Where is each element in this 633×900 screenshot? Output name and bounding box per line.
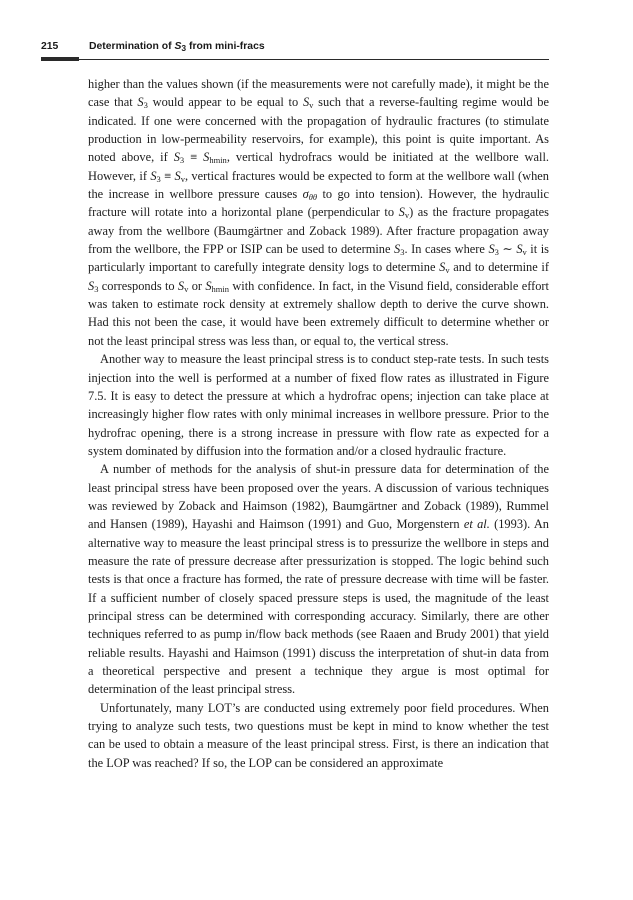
subscript: 3	[179, 155, 185, 166]
italic-term: S	[177, 278, 185, 293]
italic-term: σ	[302, 187, 309, 202]
subscript: v	[522, 247, 527, 258]
paragraph	[88, 460, 549, 698]
text-run: ) as the fracture propagates away from the wellbore (Baumgärtner and Zoback 1989). After fracture propagation away from the wellbore, the FPP or ISIP can be used to determine	[88, 205, 550, 257]
chapter-title-subscript: 3	[181, 43, 187, 53]
text-run: or	[188, 278, 206, 293]
text-run: Another way to measure the least principal stress is to conduct step-rate tests. In such tests injection into the well is performed at a number of fixed flow rates as illustrated in Figure 7.5. It is easy to detect the pressure at which a hydrofrac opens; injection can take place at increasingly higher flow rates with only minimal increases in wellbore pressure. Prior to the hydrofrac opening, there is a strong increase in pressure with flow rate as expected for a system dominated by diffusion into the formation and/or a closed hydraulic fracture.	[88, 352, 549, 458]
subscript: v	[184, 283, 189, 294]
subscript: 3	[400, 247, 405, 258]
italic-term: S	[439, 260, 446, 275]
italic-term: S	[516, 242, 523, 257]
italic-term: S	[173, 150, 180, 165]
italic-term: S	[488, 242, 495, 257]
running-head	[41, 39, 549, 57]
text-run: higher than the values shown (if the measurements were not carefully made), it might be the case that	[88, 77, 549, 110]
subscript: 3	[494, 247, 499, 258]
italic-term: S	[394, 242, 401, 257]
text-run: corresponds to	[98, 278, 178, 293]
text-run: . In cases where	[404, 242, 489, 257]
italic-term: S	[150, 168, 157, 183]
text-run: ∼	[498, 242, 517, 257]
paragraph	[88, 350, 549, 460]
italic-term: S	[174, 168, 181, 183]
subscript: θθ	[308, 192, 318, 203]
text-run: it is particularly important to carefully integrate density logs to determine	[88, 242, 549, 275]
italic-term: S	[88, 278, 95, 293]
header-rule	[79, 59, 549, 60]
text-run: , vertical fractures would be expected to form at the wellbore wall (when the increase in wellbore pressure causes	[88, 168, 550, 202]
italic-term: S	[137, 95, 144, 110]
italic-term: S	[398, 205, 405, 220]
page-number: 215	[41, 41, 59, 52]
text-run: and to determine if	[449, 260, 549, 275]
subscript: hmin	[209, 155, 227, 166]
text-run: Unfortunately, many LOT’s are conducted using extremely poor field procedures. When trying to analyze such tests, two questions must be kept in mind to know whether the test can be used to obtain a measure of the least principal stress. First, is there an indication that the LOP was reached? If so, the LOP can be considered an approximate	[88, 700, 549, 770]
paragraph	[88, 699, 549, 772]
chapter-title-suffix: from mini-fracs	[186, 41, 265, 52]
chapter-title-variable: S	[174, 41, 182, 52]
body-text	[88, 75, 549, 772]
text-run: ≡	[160, 168, 175, 183]
text-run: A number of methods for the analysis of shut-in pressure data for determination of the least principal stress have been proposed over the years. A discussion of various techniques was reviewed by Zoback and Haimson (1982), Baumgärtner and Zoback (1989), Rummel and Hansen (1989), Hayashi and Haimson (1991) and Guo, Morgenstern	[88, 462, 549, 532]
subscript: v	[309, 100, 314, 111]
subscript: 3	[156, 173, 161, 184]
italic-term: S	[302, 95, 310, 110]
italic-term: S	[205, 278, 212, 293]
subscript: 3	[143, 100, 148, 111]
text-run: with confidence. In fact, in the Visund field, considerable effort was taken to estimate rock density at extremely shallow depth to derive the curve shown. Had this not been the case, it would have been extremely difficult to determine whether or not the least principal stress was less than, or equal to, the vertical stress.	[88, 278, 549, 348]
subscript: v	[404, 210, 410, 221]
subscript: v	[180, 173, 185, 184]
subscript: v	[445, 265, 450, 276]
text-run: , vertical hydrofracs would be initiated at the wellbore wall. However, if	[88, 150, 549, 183]
italic-term: S	[203, 150, 210, 165]
text-run: ≡	[184, 150, 204, 165]
subscript: hmin	[211, 283, 230, 294]
header-block-marker	[41, 57, 79, 61]
text-run: such that a reverse-faulting regime would be indicated. If one were concerned with the propagation of hydraulic fractures (to stimulate production in low-permeability reservoirs, for example), this point is quite important. As noted above, if	[88, 95, 550, 165]
paragraph	[88, 75, 549, 350]
subscript: 3	[94, 283, 99, 294]
text-run: would appear to be equal to	[147, 95, 303, 110]
chapter-title-prefix: Determination of	[89, 41, 175, 52]
italic-term: et al.	[463, 517, 490, 532]
text-run: to go into tension). However, the hydraulic fracture will rotate into a horizontal plane (perpendicular to	[88, 187, 550, 220]
chapter-title	[89, 41, 265, 52]
text-run: (1993). An alternative way to measure the least principal stress is to pressurize the wellbore in steps and measure the rate of pressure decrease after pressurization is stopped. The logic behind such tests is that once a fracture has formed, the rate of pressure decrease with time will be faster. If a sufficient number of closely spaced pressure steps is used, the magnitude of the least principal stress can be determined with corresponding accuracy. Similarly, there are other techniques referred to as pump in/flow back methods (see Raaen and Brudy 2001) that yield reliable results. Hayashi and Haimson (1991) discuss the interpretation of shut-in data from a theoretical perspective and present a technique they argue is most optimal for determination of the least principal stress.	[88, 517, 549, 697]
